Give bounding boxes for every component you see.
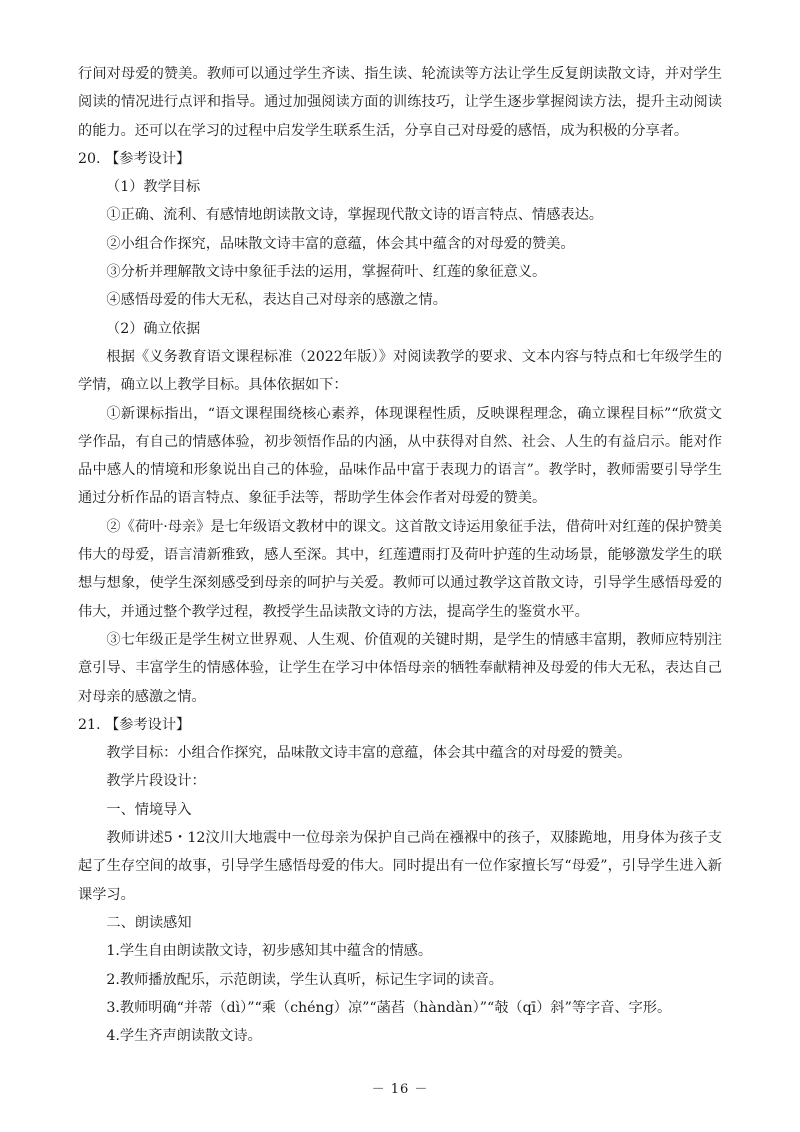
paragraph: 教学片段设计： <box>106 773 206 790</box>
list-item: ③分析并理解散文诗中象征手法的运用，掌握荷叶、红莲的象征意义。 <box>106 264 547 281</box>
list-item: ②小组合作探究，品味散文诗丰富的意蕴，体会其中蕴含的对母爱的赞美。 <box>106 235 575 252</box>
section-heading: 21. 【参考设计】 <box>78 716 191 733</box>
document-body <box>78 60 722 1050</box>
paragraph: ②《荷叶·母亲》是七年级语文教材中的课文。这首散文诗运用象征手法，借荷叶对红莲的保护赞美伟大的母爱，语言清新雅致，感人至深。其中，红莲遭雨打及荷叶护莲的生动场景，能够激发学生的联想与想象，使学生深刻感受到母亲的呵护与关爱。教师可以通过教学这首散文诗，引导学生感悟母爱的伟大，并通过整个教学过程，教授学生品读散文诗的方法，提高学生的鉴赏水平。 <box>78 518 722 620</box>
list-item: 2.教师播放配乐，示范朗读，学生认真听，标记生字词的读音。 <box>106 971 503 988</box>
list-item: ④感悟母爱的伟大无私，表达自己对母亲的感激之情。 <box>106 292 447 309</box>
subheading: 二、朗读感知 <box>106 914 192 931</box>
paragraph: 行间对母爱的赞美。教师可以通过学生齐读、指生读、轮流读等方法让学生反复朗读散文诗，并对学生阅读的情况进行点评和指导。通过加强阅读方面的训练技巧，让学生逐步掌握阅读方法，提升主动阅读的能力。还可以在学习的过程中启发学生联系生活，分享自己对母爱的感悟，成为积极的分享者。 <box>78 66 722 139</box>
paragraph: ①新课标指出，“语文课程围绕核心素养，体现课程性质，反映课程理念，确立课程目标”“欣赏文学作品，有自己的情感体验，初步领悟作品的内涵，从中获得对自然、社会、人生的有益启示。能对作品中感人的情境和形象说出自己的体验，品味作品中富于表现力的语言”。教学时，教师需要引导学生通过分析作品的语言特点、象征手法等，帮助学生体会作者对母爱的赞美。 <box>78 405 722 507</box>
page-number: － 16 － <box>371 1082 429 1097</box>
paragraph: ③七年级正是学生树立世界观、人生观、价值观的关键时期，是学生的情感丰富期，教师应特别注意引导、丰富学生的情感体验，让学生在学习中体悟母亲的牺牲奉献精神及母爱的伟大无私，表达自己对母亲的感激之情。 <box>78 631 722 705</box>
subheading: （1）教学目标 <box>106 179 201 196</box>
subheading: （2）确立依据 <box>106 320 201 337</box>
paragraph: 教师讲述5・12汶川大地震中一位母亲为保护自己尚在襁褓中的孩子，双膝跪地，用身体为孩子支起了生存空间的故事，引导学生感悟母爱的伟大。同时提出有一位作家擅长写“母爱”，引导学生进入新课学习。 <box>78 830 722 903</box>
subheading: 一、情境导入 <box>106 801 192 818</box>
paragraph: 教学目标：小组合作探究，品味散文诗丰富的意蕴，体会其中蕴含的对母爱的赞美。 <box>106 745 632 762</box>
list-item: 1.学生自由朗读散文诗，初步感知其中蕴含的情感。 <box>106 943 433 960</box>
list-item: 3.教师明确“并蒂（dì）”“乘（chéng）凉”“菡萏（hàndàn）”“攲（qī）斜”等字音、字形。 <box>106 999 672 1016</box>
list-item: 4.学生齐声朗读散文诗。 <box>106 1028 262 1045</box>
list-item: ①正确、流利、有感情地朗读散文诗，掌握现代散文诗的语言特点、情感表达。 <box>106 207 603 224</box>
section-heading: 20. 【参考设计】 <box>78 150 191 167</box>
paragraph: 根据《义务教育语文课程标准（2022年版）》对阅读教学的要求、文本内容与特点和七年级学生的学情，确立以上教学目标。具体依据如下： <box>78 348 722 394</box>
